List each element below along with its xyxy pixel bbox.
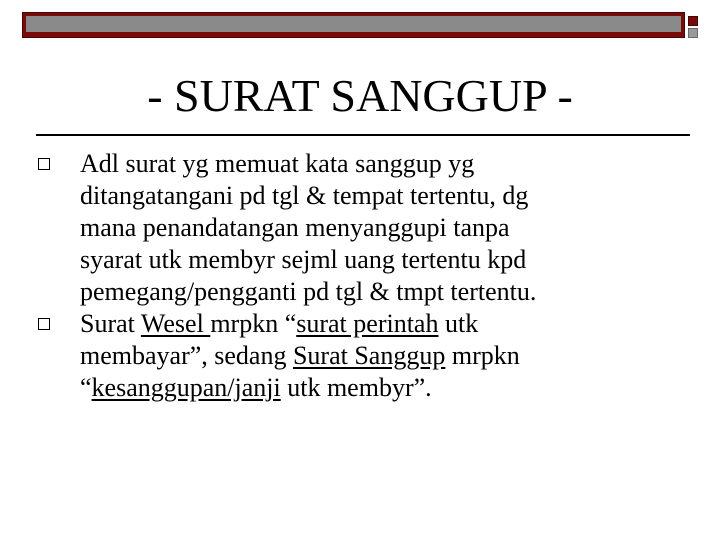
corner-square-red [688,16,698,26]
bullet-item-definition [36,148,686,308]
hollow-square-bullet-icon [38,318,50,330]
bullet-line: mana penandatangan menyanggupi tanpa [80,213,510,242]
hollow-square-bullet-icon [38,158,50,170]
underlined-term-surat-perintah: surat perintah [296,309,439,338]
text-run: utk membyr”. [280,373,432,402]
top-decor-bar [22,12,685,38]
text-run: Surat [80,309,141,338]
underlined-term-kesanggupan: kesanggupan/janji [91,373,281,402]
underlined-term-surat-sanggup: Surat Sanggup [292,341,446,370]
title-divider [36,134,690,136]
bullet-line [80,340,686,372]
bullet-line [80,372,686,404]
bullet-line: Adl surat yg memuat kata sanggup yg [80,149,475,178]
underlined-term-wesel: Wesel [140,309,211,338]
bullet-line [80,308,686,340]
text-run: mrpkn “ [210,309,297,338]
text-run: membayar”, sedang [80,341,293,370]
bullet-line: pemegang/pengganti pd tgl & tmpt tertentu. [80,277,537,306]
top-decor-bar-inner [26,16,681,32]
text-run: mrpkn [445,341,520,370]
bullet-line: syarat utk membyr sejml uang tertentu kpd [80,245,527,274]
corner-square-gray [688,28,698,38]
bullet-item-comparison [36,308,686,404]
bullet-line: ditangatangani pd tgl & tempat tertentu, dg [80,181,529,210]
bullet-list [36,148,686,404]
slide-title: - SURAT SANGGUP - [147,70,573,121]
text-run: “ [80,373,92,402]
text-run: utk [438,309,479,338]
